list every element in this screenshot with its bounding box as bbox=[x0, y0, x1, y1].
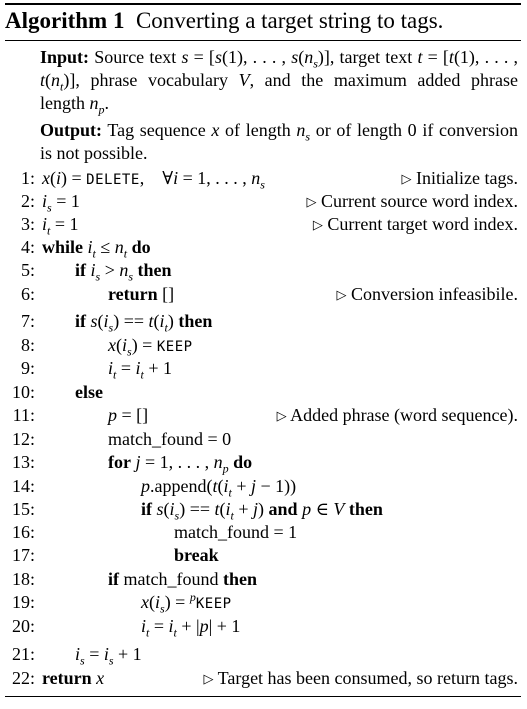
algo-line-13 bbox=[5, 450, 518, 474]
line-number: 22: bbox=[11, 668, 35, 688]
algo-line-17 bbox=[5, 543, 518, 567]
algo-line-4 bbox=[5, 235, 518, 259]
algo-line-3 bbox=[5, 212, 518, 236]
line-comment: ▷ Target has been consumed, so return tags. bbox=[203, 668, 518, 688]
algo-line-16 bbox=[5, 520, 518, 544]
line-number: 2: bbox=[20, 191, 35, 211]
line-code: $i_t = i_t + |p| + 1$ bbox=[141, 616, 241, 640]
algo-line-5 bbox=[5, 258, 518, 282]
line-number: 15: bbox=[11, 499, 35, 519]
line-number: 13: bbox=[11, 452, 35, 472]
comment-triangle-icon: ▷ bbox=[306, 194, 317, 209]
input-label: Input: bbox=[40, 47, 90, 67]
algo-line-20 bbox=[5, 614, 518, 638]
line-number: 9: bbox=[20, 358, 35, 378]
line-number: 6: bbox=[20, 284, 35, 304]
algo-line-15 bbox=[5, 497, 518, 521]
algo-line-6 bbox=[5, 282, 518, 306]
line-code: $i_s = 1$ bbox=[42, 191, 80, 215]
comment-triangle-icon: ▷ bbox=[312, 217, 323, 232]
algo-line-18 bbox=[5, 567, 518, 591]
line-number: 14: bbox=[11, 476, 35, 496]
algo-line-22 bbox=[5, 666, 518, 690]
line-number: 11: bbox=[12, 405, 35, 425]
algo-line-21 bbox=[5, 642, 518, 666]
line-number: 7: bbox=[20, 311, 35, 331]
algorithm-caption bbox=[5, 6, 521, 36]
line-number: 4: bbox=[20, 237, 35, 257]
algo-line-8 bbox=[5, 333, 518, 357]
line-comment: ▷ Current source word index. bbox=[306, 191, 518, 211]
line-code: $i_s = i_s + 1$ bbox=[75, 644, 142, 668]
comment-triangle-icon: ▷ bbox=[203, 671, 214, 686]
caption-rule bbox=[5, 40, 521, 41]
line-code: if $i_s > n_s$ then bbox=[75, 260, 172, 284]
line-number: 19: bbox=[11, 592, 35, 612]
line-number: 5: bbox=[20, 260, 35, 280]
line-number: 17: bbox=[11, 545, 35, 565]
line-code: match_found = 0 bbox=[108, 429, 232, 449]
line-number: 12: bbox=[11, 429, 35, 449]
line-code: x(i) = DELETE, ∀i = 1, . . . , $n_s$ bbox=[42, 168, 265, 192]
algo-line-11 bbox=[5, 403, 518, 427]
line-code: if match_found then bbox=[108, 569, 257, 589]
algorithm-title: Converting a target string to tags. bbox=[135, 8, 444, 33]
comment-triangle-icon: ▷ bbox=[276, 408, 287, 423]
comment-triangle-icon: ▷ bbox=[336, 287, 347, 302]
line-code: $i_t = i_t + 1$ bbox=[108, 358, 173, 382]
input-text: Source text s = [s(1), . . . , $s(n_s)$], target text t = [t(1), . . . , $t(n_t)$], phrase vocabulary V, and the maximum added phrase length $n_p$. bbox=[40, 47, 519, 117]
line-code: break bbox=[174, 545, 219, 565]
input-block bbox=[40, 46, 518, 115]
line-code: if $s(i_s) == t(i_t + j)$ and p ∈ V then bbox=[141, 499, 383, 523]
line-comment: ▷ Added phrase (word sequence). bbox=[276, 405, 518, 425]
algo-line-7 bbox=[5, 309, 518, 333]
algo-line-12 bbox=[5, 427, 518, 451]
output-text: Tag sequence x of length $n_s$ or of length 0 if conversion is not possible. bbox=[40, 120, 518, 163]
line-code: $p.append(t(i_t + j - 1))$ bbox=[141, 476, 297, 500]
line-code: $x(i_s)$ = KEEP bbox=[108, 335, 193, 359]
line-code: match_found = 1 bbox=[174, 522, 298, 542]
line-number: 21: bbox=[11, 644, 35, 664]
algo-line-10 bbox=[5, 380, 518, 404]
algo-line-2 bbox=[5, 189, 518, 213]
algo-line-1 bbox=[5, 166, 518, 190]
output-block bbox=[40, 119, 518, 165]
algorithm-label: Algorithm 1 bbox=[5, 8, 125, 33]
line-code: for j = 1, . . . , $n_p$ do bbox=[108, 452, 253, 476]
line-comment: ▷ Initialize tags. bbox=[401, 168, 518, 188]
line-number: 18: bbox=[11, 569, 35, 589]
line-code: $x(i_s)$ = $^p$KEEP bbox=[141, 590, 232, 616]
algo-line-14 bbox=[5, 474, 518, 498]
line-number: 1: bbox=[20, 168, 35, 188]
line-code: $i_t = 1$ bbox=[42, 214, 79, 238]
line-code: while $i_t \le n_t$ do bbox=[42, 237, 151, 261]
algo-line-19 bbox=[5, 590, 518, 614]
bottom-rule bbox=[5, 696, 521, 697]
line-code: return [] bbox=[108, 284, 175, 304]
line-number: 16: bbox=[11, 522, 35, 542]
output-label: Output: bbox=[40, 120, 103, 140]
line-code: return x bbox=[42, 668, 105, 688]
line-number: 8: bbox=[20, 335, 35, 355]
line-comment: ▷ Conversion infeasibile. bbox=[336, 284, 518, 304]
comment-triangle-icon: ▷ bbox=[401, 171, 412, 186]
top-rule bbox=[5, 3, 521, 5]
line-code: p = [] bbox=[108, 405, 149, 425]
line-code: else bbox=[75, 382, 103, 402]
line-number: 3: bbox=[20, 214, 35, 234]
line-number: 10: bbox=[11, 382, 35, 402]
line-number: 20: bbox=[11, 616, 35, 636]
line-comment: ▷ Current target word index. bbox=[312, 214, 518, 234]
line-code: if $s(i_s) == t(i_t)$ then bbox=[75, 311, 213, 335]
algo-line-9 bbox=[5, 356, 518, 380]
